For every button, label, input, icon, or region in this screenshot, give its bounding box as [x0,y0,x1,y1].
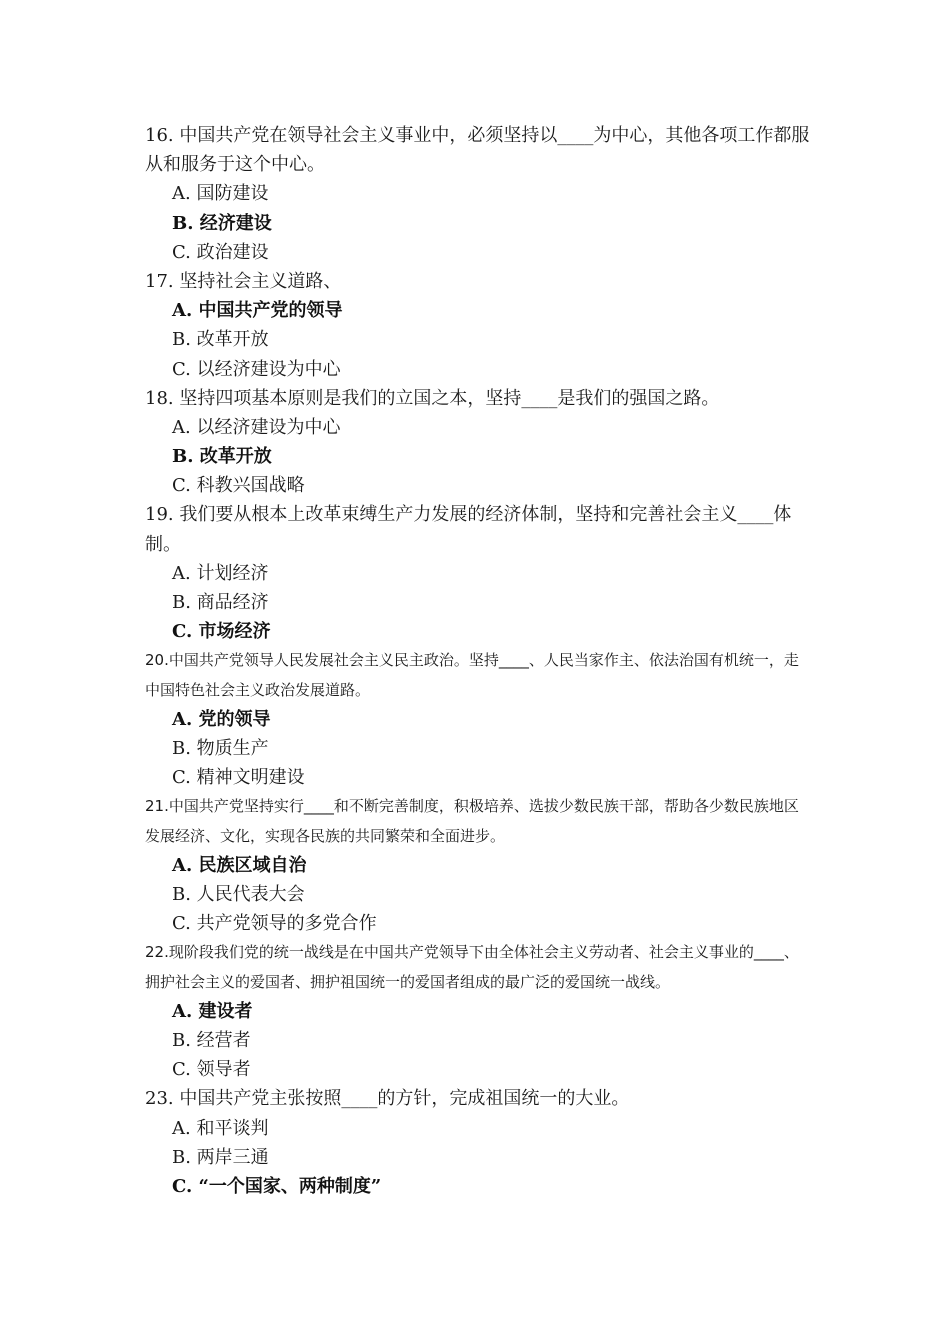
question-23-option-b: B. 两岸三通 [172,1146,269,1168]
question-21-text: 21.中国共产党坚持实行____和不断完善制度，积极培养、选拔少数民族干部，帮助各少数民族地区发展经济、文化，实现各民族的共同繁荣和全面进步。 [145,797,799,845]
question-21-option-c: C. 共产党领导的多党合作 [172,913,377,935]
question-17-option-a-answer: A. 中国共产党的领导 [172,300,343,322]
question-18-option-a: A. 以经济建设为中心 [172,416,341,438]
question-20-option-a-answer: A. 党的领导 [172,708,271,730]
question-20-option-b: B. 物质生产 [172,738,269,760]
question-19-option-a: A. 计划经济 [172,562,269,584]
question-list [145,121,810,1201]
question-22-option-b: B. 经营者 [172,1029,251,1051]
question-23-option-a: A. 和平谈判 [172,1117,269,1139]
question-20-option-c: C. 精神文明建设 [172,767,305,789]
question-23-option-c-answer: C. “一个国家、两种制度” [172,1175,382,1197]
question-17-option-c: C. 以经济建设为中心 [172,358,341,380]
question-17-text: 17. 坚持社会主义道路、 [145,270,342,292]
question-22-option-a-answer: A. 建设者 [172,1000,253,1022]
question-23-text: 23. 中国共产党主张按照____的方针，完成祖国统一的大业。 [145,1088,630,1110]
question-16-option-c: C. 政治建设 [172,241,269,263]
question-18-text: 18. 坚持四项基本原则是我们的立国之本，坚持____是我们的强国之路。 [145,387,720,409]
question-21-option-b: B. 人民代表大会 [172,884,305,905]
question-20-text: 20.中国共产党领导人民发展社会主义民主政治。坚持____、人民当家作主、依法治国有机统一，走中国特色社会主义政治发展道路。 [145,651,799,699]
question-16-option-a: A. 国防建设 [172,183,269,205]
question-18-option-b-answer: B. 改革开放 [172,446,272,468]
question-19-option-b: B. 商品经济 [172,592,269,614]
question-21-option-a-answer: A. 民族区域自治 [172,854,307,876]
question-22-text: 22.现阶段我们党的统一战线是在中国共产党领导下由全体社会主义劳动者、社会主义事业的____、拥护社会主义的爱国者、拥护祖国统一的爱国者组成的最广泛的爱国统一战线。 [145,943,799,991]
question-16-option-b-answer: B. 经济建设 [172,212,272,234]
question-17-option-b: B. 改革开放 [172,329,269,351]
question-18-option-c: C. 科教兴国战略 [172,475,305,497]
question-16-text: 16. 中国共产党在领导社会主义事业中，必须坚持以____为中心，其他各项工作都服从和服务于这个中心。 [145,125,810,176]
question-19-text: 19. 我们要从根本上改革束缚生产力发展的经济体制，坚持和完善社会主义____体制。 [145,504,792,555]
question-22-option-c: C. 领导者 [172,1059,251,1081]
question-19-option-c-answer: C. 市场经济 [172,621,271,643]
